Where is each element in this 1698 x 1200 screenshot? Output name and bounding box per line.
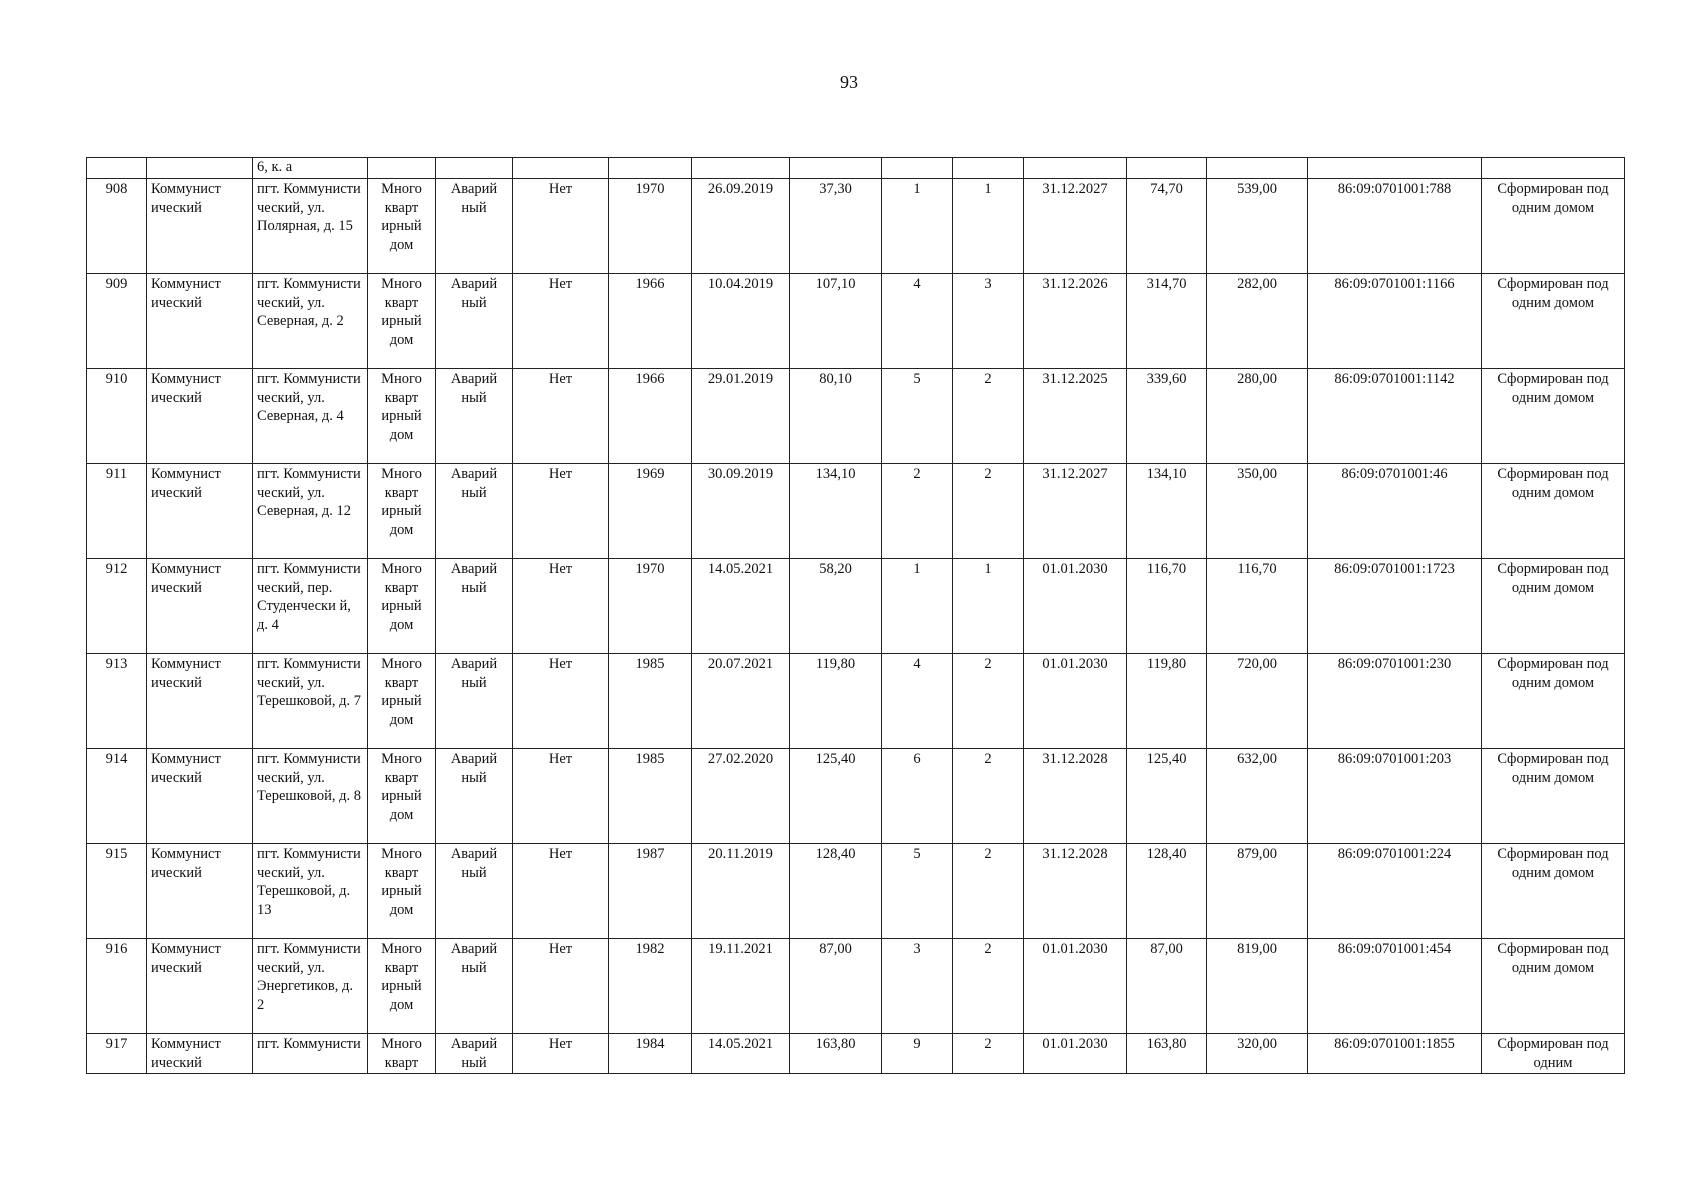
cell-flag: Нет [513,844,609,939]
cell-status: Аварий ный [436,179,513,274]
cell-area-2: 282,00 [1207,274,1308,369]
cell-year: 1987 [609,844,692,939]
cell-count-2: 2 [953,939,1024,1034]
cell-flag: Нет [513,654,609,749]
cell-planned-date: 31.12.2027 [1024,464,1127,559]
cell-settlement: Коммунист ический [147,179,253,274]
cell-year: 1966 [609,369,692,464]
cell-settlement: Коммунист ический [147,1034,253,1074]
housing-registry-table [86,157,1625,1074]
cell-flag: Нет [513,1034,609,1074]
cell-area-1: 119,80 [1127,654,1207,749]
cell-area-1: 74,70 [1127,179,1207,274]
cell-note: Сформирован под одним домом [1482,274,1625,369]
cell-area: 128,40 [790,844,882,939]
cell-cadastral-number: 86:09:0701001:1723 [1308,559,1482,654]
cell-area: 119,80 [790,654,882,749]
cell-settlement: Коммунист ический [147,749,253,844]
cell-cadastral-number: 86:09:0701001:203 [1308,749,1482,844]
cell-row-number: 908 [87,179,147,274]
cell-note: Сформирован под одним домом [1482,844,1625,939]
cell-area-1: 314,70 [1127,274,1207,369]
cell-row-number: 910 [87,369,147,464]
cell-address: пгт. Коммунисти ческий, ул. Терешковой, д. 7 [253,654,368,749]
cell-area-1: 128,40 [1127,844,1207,939]
cell-date: 19.11.2021 [692,939,790,1034]
cell-area-2: 280,00 [1207,369,1308,464]
cell-row-number: 911 [87,464,147,559]
cell-cadastral-number: 86:09:0701001:46 [1308,464,1482,559]
table-row [87,654,1625,749]
cell-flag: Нет [513,749,609,844]
cell-row-number: 912 [87,559,147,654]
cell-status: Аварий ный [436,654,513,749]
table-row [87,559,1625,654]
cell-count-2: 2 [953,464,1024,559]
cell-flag: Нет [513,179,609,274]
cell-empty [882,158,953,179]
cell-date: 14.05.2021 [692,559,790,654]
cell-area-2: 320,00 [1207,1034,1308,1074]
cell-area-1: 339,60 [1127,369,1207,464]
cell-year: 1985 [609,654,692,749]
cell-cadastral-number: 86:09:0701001:230 [1308,654,1482,749]
cell-address: пгт. Коммунисти ческий, ул. Полярная, д. 15 [253,179,368,274]
cell-planned-date: 31.12.2028 [1024,844,1127,939]
cell-building-type: Много кварт ирный дом [368,844,436,939]
cell-date: 10.04.2019 [692,274,790,369]
cell-count-1: 2 [882,464,953,559]
cell-settlement: Коммунист ический [147,369,253,464]
cell-note: Сформирован под одним домом [1482,179,1625,274]
cell-year: 1985 [609,749,692,844]
cell-area-1: 125,40 [1127,749,1207,844]
cell-count-1: 5 [882,844,953,939]
cell-year: 1982 [609,939,692,1034]
cell-empty [790,158,882,179]
cell-building-type: Много кварт ирный дом [368,654,436,749]
cell-status: Аварий ный [436,939,513,1034]
cell-planned-date: 01.01.2030 [1024,559,1127,654]
cell-cadastral-number: 86:09:0701001:1166 [1308,274,1482,369]
cell-settlement: Коммунист ический [147,559,253,654]
cell-planned-date: 01.01.2030 [1024,654,1127,749]
cell-date: 20.11.2019 [692,844,790,939]
cell-building-type: Много кварт ирный дом [368,369,436,464]
cell-count-1: 4 [882,654,953,749]
cell-count-2: 2 [953,369,1024,464]
cell-empty [436,158,513,179]
cell-cadastral-number: 86:09:0701001:224 [1308,844,1482,939]
cell-year: 1984 [609,1034,692,1074]
cell-flag: Нет [513,939,609,1034]
table-row [87,179,1625,274]
cell-row-number: 913 [87,654,147,749]
cell-building-type: Много кварт ирный дом [368,559,436,654]
cell-area-2: 350,00 [1207,464,1308,559]
cell-planned-date: 01.01.2030 [1024,1034,1127,1074]
cell-year: 1970 [609,179,692,274]
cell-note: Сформирован под одним домом [1482,654,1625,749]
cell-status: Аварий ный [436,749,513,844]
cell-area: 125,40 [790,749,882,844]
cell-settlement: Коммунист ический [147,274,253,369]
table-row [87,749,1625,844]
cell-count-1: 1 [882,559,953,654]
cell-row-number: 914 [87,749,147,844]
cell-building-type: Много кварт [368,1034,436,1074]
cell-count-1: 1 [882,179,953,274]
cell-planned-date: 31.12.2027 [1024,179,1127,274]
cell-area-1: 87,00 [1127,939,1207,1034]
cell-status: Аварий ный [436,844,513,939]
cell-area-1: 163,80 [1127,1034,1207,1074]
cell-planned-date: 31.12.2026 [1024,274,1127,369]
table-row [87,1034,1625,1074]
cell-empty [147,158,253,179]
cell-empty [513,158,609,179]
table-row-continued [87,158,1625,179]
cell-status: Аварий ный [436,274,513,369]
cell-count-1: 5 [882,369,953,464]
cell-status: Аварий ный [436,369,513,464]
cell-address: пгт. Коммунисти [253,1034,368,1074]
cell-empty [1482,158,1625,179]
cell-row-number: 915 [87,844,147,939]
cell-planned-date: 31.12.2028 [1024,749,1127,844]
cell-note: Сформирован под одним домом [1482,559,1625,654]
table-body [87,158,1625,1074]
cell-area-1: 116,70 [1127,559,1207,654]
cell-address-tail: 6, к. а [253,158,368,179]
cell-area-2: 632,00 [1207,749,1308,844]
cell-settlement: Коммунист ический [147,464,253,559]
cell-settlement: Коммунист ический [147,654,253,749]
cell-empty [692,158,790,179]
cell-area: 58,20 [790,559,882,654]
cell-building-type: Много кварт ирный дом [368,274,436,369]
cell-area-2: 720,00 [1207,654,1308,749]
table-row [87,464,1625,559]
cell-note: Сформирован под одним домом [1482,464,1625,559]
cell-count-2: 1 [953,179,1024,274]
cell-address: пгт. Коммунисти ческий, ул. Северная, д. 4 [253,369,368,464]
cell-empty [368,158,436,179]
cell-count-2: 2 [953,1034,1024,1074]
cell-planned-date: 31.12.2025 [1024,369,1127,464]
cell-address: пгт. Коммунисти ческий, пер. Студенчески й, д. 4 [253,559,368,654]
cell-building-type: Много кварт ирный дом [368,179,436,274]
cell-status: Аварий ный [436,464,513,559]
cell-area-2: 879,00 [1207,844,1308,939]
cell-area-2: 539,00 [1207,179,1308,274]
cell-planned-date: 01.01.2030 [1024,939,1127,1034]
cell-year: 1970 [609,559,692,654]
page-number: 93 [840,72,858,92]
cell-date: 27.02.2020 [692,749,790,844]
cell-building-type: Много кварт ирный дом [368,939,436,1034]
cell-empty [1024,158,1127,179]
table-row [87,274,1625,369]
cell-flag: Нет [513,369,609,464]
cell-area-2: 116,70 [1207,559,1308,654]
cell-settlement: Коммунист ический [147,939,253,1034]
cell-cadastral-number: 86:09:0701001:1855 [1308,1034,1482,1074]
cell-building-type: Много кварт ирный дом [368,464,436,559]
cell-area-2: 819,00 [1207,939,1308,1034]
cell-year: 1969 [609,464,692,559]
cell-note: Сформирован под одним домом [1482,369,1625,464]
cell-area-1: 134,10 [1127,464,1207,559]
cell-address: пгт. Коммунисти ческий, ул. Северная, д. 12 [253,464,368,559]
cell-date: 30.09.2019 [692,464,790,559]
cell-date: 29.01.2019 [692,369,790,464]
cell-area: 87,00 [790,939,882,1034]
cell-date: 14.05.2021 [692,1034,790,1074]
cell-count-2: 3 [953,274,1024,369]
cell-empty [87,158,147,179]
cell-address: пгт. Коммунисти ческий, ул. Терешковой, д. 8 [253,749,368,844]
cell-cadastral-number: 86:09:0701001:454 [1308,939,1482,1034]
cell-count-1: 9 [882,1034,953,1074]
cell-status: Аварий ный [436,559,513,654]
cell-settlement: Коммунист ический [147,844,253,939]
cell-empty [609,158,692,179]
cell-status: Аварий ный [436,1034,513,1074]
cell-count-2: 2 [953,844,1024,939]
cell-note: Сформирован под одним [1482,1034,1625,1074]
cell-count-1: 3 [882,939,953,1034]
cell-area: 163,80 [790,1034,882,1074]
cell-empty [1207,158,1308,179]
cell-area: 134,10 [790,464,882,559]
cell-building-type: Много кварт ирный дом [368,749,436,844]
cell-row-number: 917 [87,1034,147,1074]
cell-note: Сформирован под одним домом [1482,939,1625,1034]
cell-count-2: 1 [953,559,1024,654]
cell-empty [1308,158,1482,179]
cell-date: 26.09.2019 [692,179,790,274]
cell-note: Сформирован под одним домом [1482,749,1625,844]
table-row [87,369,1625,464]
cell-date: 20.07.2021 [692,654,790,749]
cell-empty [1127,158,1207,179]
cell-address: пгт. Коммунисти ческий, ул. Терешковой, д. 13 [253,844,368,939]
table-row [87,844,1625,939]
cell-count-2: 2 [953,749,1024,844]
cell-address: пгт. Коммунисти ческий, ул. Энергетиков, д. 2 [253,939,368,1034]
cell-count-2: 2 [953,654,1024,749]
cell-cadastral-number: 86:09:0701001:788 [1308,179,1482,274]
cell-address: пгт. Коммунисти ческий, ул. Северная, д. 2 [253,274,368,369]
cell-flag: Нет [513,464,609,559]
cell-empty [953,158,1024,179]
cell-area: 80,10 [790,369,882,464]
table-row [87,939,1625,1034]
cell-area: 37,30 [790,179,882,274]
cell-cadastral-number: 86:09:0701001:1142 [1308,369,1482,464]
cell-year: 1966 [609,274,692,369]
cell-count-1: 4 [882,274,953,369]
cell-area: 107,10 [790,274,882,369]
cell-row-number: 916 [87,939,147,1034]
cell-row-number: 909 [87,274,147,369]
cell-count-1: 6 [882,749,953,844]
cell-flag: Нет [513,274,609,369]
cell-flag: Нет [513,559,609,654]
